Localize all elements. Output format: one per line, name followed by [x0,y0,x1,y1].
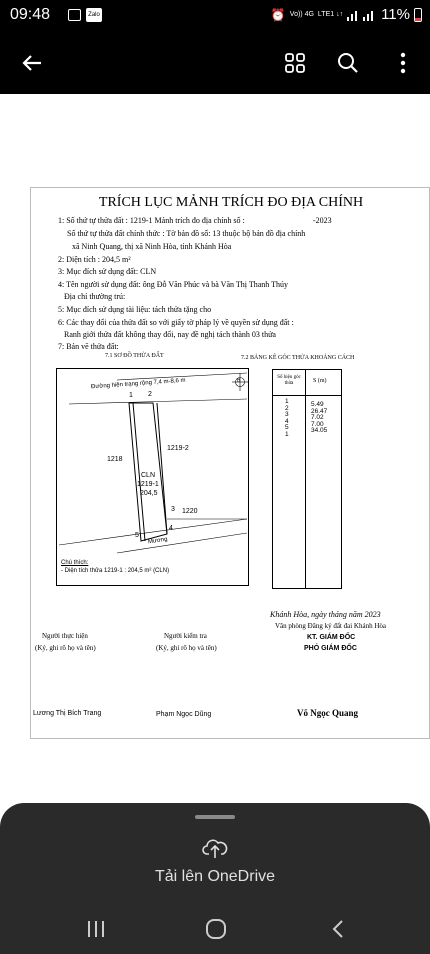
parcel-map [56,368,249,586]
home-icon[interactable] [196,916,236,942]
legend-title: Chú thích: [61,560,89,566]
table-distance: 26.47 [311,407,328,415]
doc-line-9: 6: Các thay đổi của thửa đất so với giấy tờ pháp lý về quyền sử dụng đất : [58,318,294,327]
parcel-1218: 1218 [107,456,123,463]
table-point: 3 [285,411,289,418]
road-label: Đường hiện trạng rộng 7,4 m-8,6 m [90,377,186,391]
doc-title: TRÍCH LỤC MẢNH TRÍCH ĐO ĐỊA CHÍNH [98,195,364,210]
director-name: Võ Ngọc Quang [297,708,359,718]
app-bar [0,32,430,94]
doc-line-1: 1: Số thứ tự thửa đất : 1219-1 Mảnh trích đo địa chính số : [58,216,245,225]
doc-line-11: 7: Bản vẽ thửa đất: [58,342,119,351]
alarm-icon: ⏰ [270,7,286,22]
table-distance: 7.00 [311,420,324,428]
legend-text: - Diện tích thửa 1219-1 : 204,5 m² (CLN) [61,568,170,574]
search-icon[interactable] [331,46,365,80]
point-3: 3 [171,506,175,513]
doc-line-3: xã Ninh Quang, thị xã Ninh Hòa, tỉnh Khánh Hòa [72,242,232,251]
checker-name: Phạm Ngọc Dũng [156,711,212,718]
performer-name: Lương Thị Bích Trang [33,710,102,717]
table-point: 1 [285,430,289,438]
gallery-icon [68,9,81,21]
point-2: 2 [148,391,152,398]
parcel-1220: 1220 [182,508,198,515]
kt-title: KT. GIÁM ĐỐC [307,634,356,641]
table-point: 4 [285,417,289,425]
doc-line-7: Địa chỉ thường trú: [64,292,126,301]
doc-line-5: 3: Mục đích sử dụng đất: CLN [58,267,157,276]
north-label: B [237,378,241,384]
status-time: 09:48 [10,6,51,23]
doc-line-8: 5: Mục đích sử dụng tài liệu: tách thửa tặng cho [58,305,212,314]
upload-onedrive-button[interactable]: Tải lên OneDrive [154,868,276,885]
table-distance: 34.05 [311,427,328,434]
status-right [271,6,422,23]
cloud-upload-icon[interactable] [202,836,228,860]
sheet-handle[interactable] [195,815,235,819]
table-header-distance: S (m) [313,378,327,384]
doc-line-1-year: -2023 [313,216,332,225]
checker-note: (Ký, ghi rõ họ và tên) [156,644,217,652]
parcel-1219-2: 1219-2 [167,445,189,452]
zalo-icon: Zalo [86,8,102,22]
table-header-points: Số hiệu góc thửa [277,375,301,386]
table-point: 2 [285,404,289,412]
more-vert-icon[interactable] [386,46,420,80]
table-points-col [285,399,289,438]
point-4: 4 [169,525,173,532]
table-distance: 5.49 [311,401,324,408]
point-1: 1 [129,392,133,399]
point-5: 5 [135,532,139,539]
center-area: 204,5 [140,490,158,497]
doc-line-10: Ranh giới thửa đất không thay đổi, nay đề nghị tách thành 03 thửa [64,330,276,339]
battery-icon [414,8,422,22]
deputy-title: PHÓ GIÁM ĐỐC [304,645,357,652]
document-page[interactable] [30,187,430,739]
volte-label: Vo)) 4G [289,10,314,18]
back-arrow-icon[interactable] [15,46,49,80]
lte-label: LTE1 ↓↑ [317,10,344,18]
checker-title: Người kiểm tra [164,632,207,640]
signal-icon [347,9,377,21]
grid-view-icon[interactable] [278,46,312,80]
battery-label: 11% [381,6,410,23]
center-use: CLN [141,472,156,479]
recents-icon[interactable] [76,916,116,942]
canal-label: Mương [147,536,168,546]
table-distance-col [311,402,327,435]
table-point: 5 [285,424,289,431]
table-point: 1 [285,398,289,405]
performer-note: (Ký, ghi rõ họ và tên) [35,644,96,652]
status-bar [0,0,430,32]
doc-line-4: 2: Diện tích : 204,5 m² [58,255,131,264]
doc-line-2: Số thứ tự thửa đất chính thức : Tờ bản đồ số: 13 thuộc bộ bản đồ địa chính [67,229,306,238]
nav-back-icon[interactable] [318,916,358,942]
doc-line-6: 4: Tên người sử dụng đất: ông Đỗ Văn Phúc và bà Văn Thị Thanh Thúy [58,280,288,289]
distance-table [272,369,342,589]
section-7-1: 7.1 SƠ ĐỒ THỬA ĐẤT [105,353,164,359]
section-7-2: 7.2 BẢNG KÊ GÓC THỬA KHOẢNG CÁCH [241,355,355,361]
office-name: Văn phòng Đăng ký đất đai Khánh Hòa [275,622,387,630]
table-distance: 7.02 [311,414,324,421]
navigation-bar [0,902,430,954]
performer-title: Người thực hiện [42,632,88,640]
center-id: 1219-1 [137,481,159,488]
sign-place: Khánh Hòa, ngày tháng năm 2023 [270,610,381,619]
